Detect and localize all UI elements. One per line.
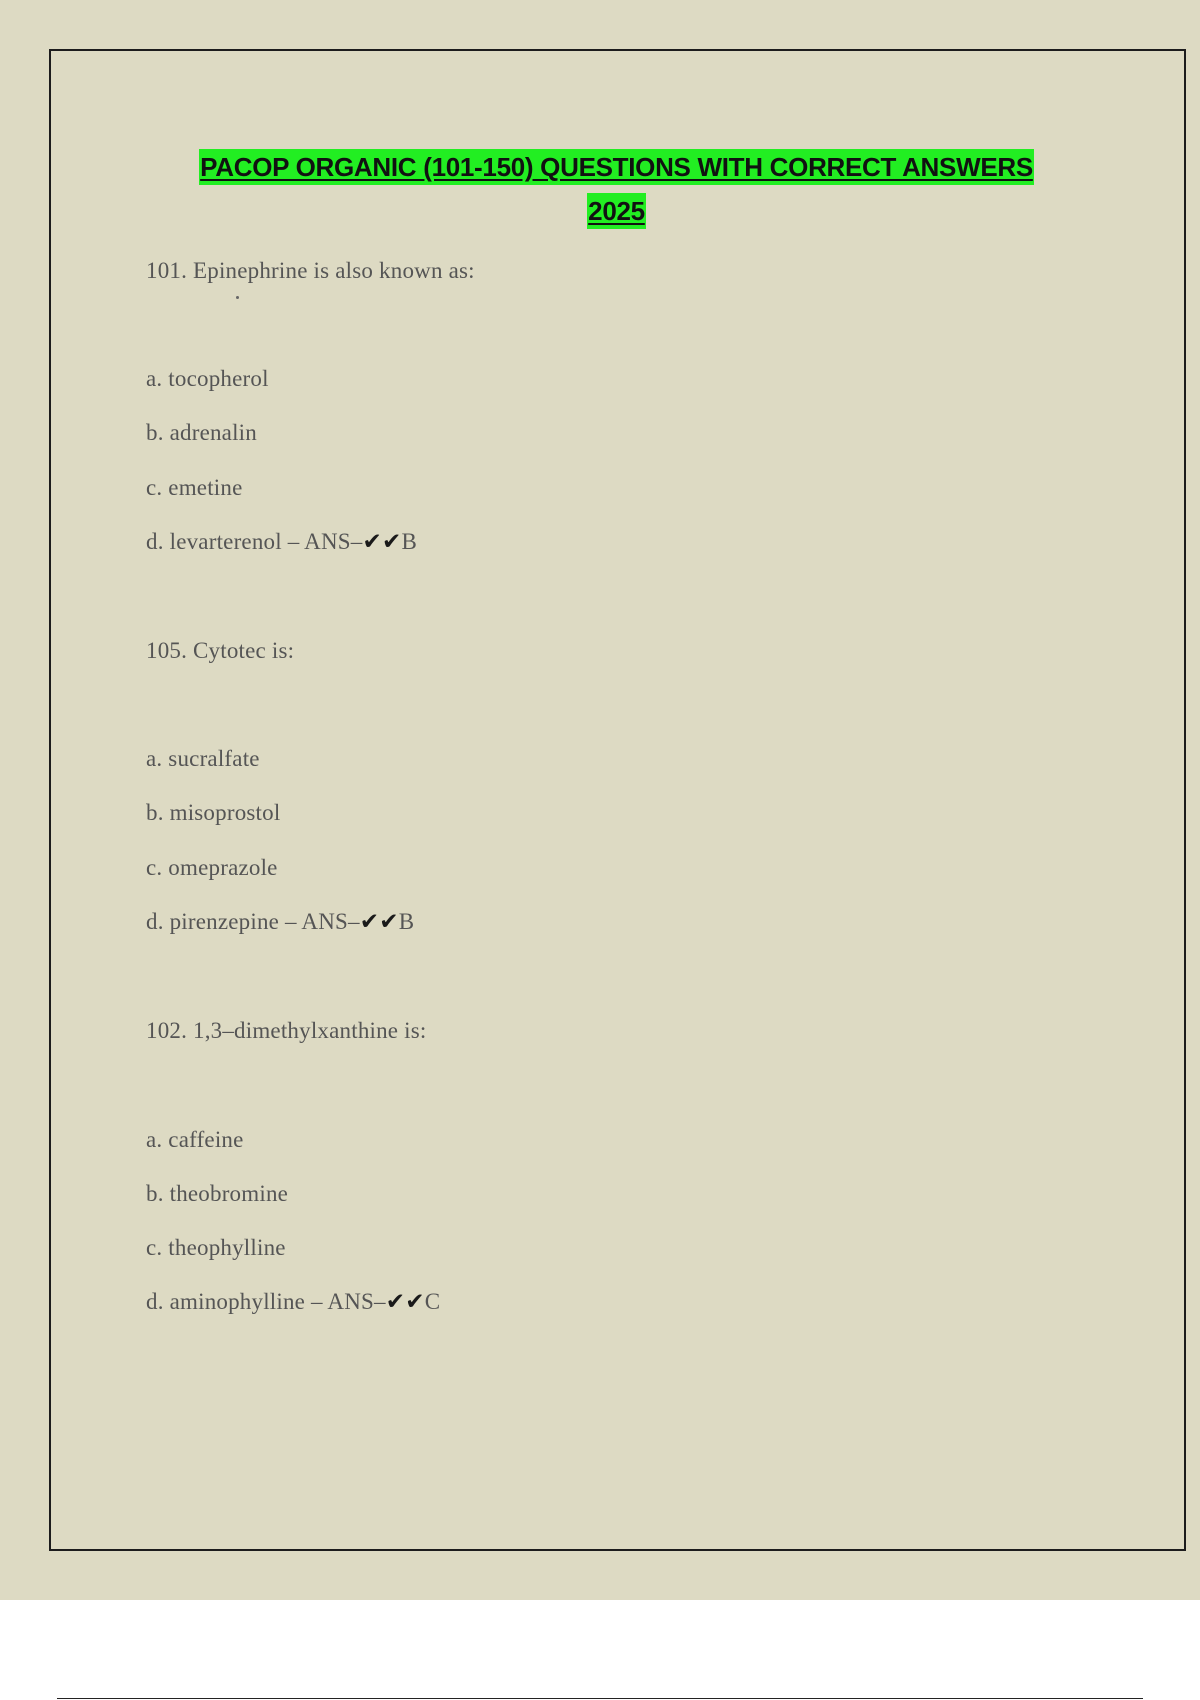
option-a: a. sucralfate bbox=[146, 746, 260, 771]
option-c: c. theophylline bbox=[146, 1235, 286, 1260]
check-marks: ✔✔ bbox=[359, 909, 399, 934]
answer-letter: B bbox=[401, 529, 417, 554]
answer-prefix: – ANS– bbox=[279, 909, 360, 934]
answer-prefix: – ANS– bbox=[281, 529, 363, 554]
option-a: a. tocopherol bbox=[146, 366, 269, 391]
answer-prefix: – ANS– bbox=[305, 1289, 386, 1314]
option-d-with-answer bbox=[146, 909, 414, 935]
option-d: d. pirenzepine bbox=[146, 909, 280, 934]
question-prompt: 102. 1,3–dimethylxanthine is: bbox=[146, 1018, 427, 1043]
question-prompt: 105. Cytotec is: bbox=[146, 638, 295, 663]
option-c: c. omeprazole bbox=[146, 855, 278, 880]
answer-letter: C bbox=[424, 1289, 441, 1314]
option-b: b. adrenalin bbox=[146, 420, 257, 445]
answer-letter: B bbox=[398, 909, 415, 934]
option-b: b. misoprostol bbox=[146, 800, 281, 825]
option-d-with-answer bbox=[146, 1289, 440, 1315]
option-d-with-answer bbox=[146, 529, 417, 555]
check-marks: ✔✔ bbox=[385, 1289, 425, 1314]
question-prompt: 101. Epinephrine is also known as: bbox=[146, 258, 475, 283]
option-b: b. theobromine bbox=[146, 1181, 289, 1206]
title-line-2: 2025 bbox=[587, 193, 646, 229]
footer-rule bbox=[57, 1698, 1143, 1699]
option-a: a. caffeine bbox=[146, 1127, 244, 1152]
stray-dot bbox=[236, 296, 239, 299]
option-c: c. emetine bbox=[146, 475, 243, 500]
option-d: d. levarterenol bbox=[146, 529, 282, 554]
option-d: d. aminophylline bbox=[146, 1289, 306, 1314]
check-marks: ✔✔ bbox=[362, 529, 402, 554]
title-line-1: PACOP ORGANIC (101-150) QUESTIONS WITH CORRECT ANSWERS bbox=[199, 149, 1034, 185]
document-title bbox=[0, 145, 1200, 233]
